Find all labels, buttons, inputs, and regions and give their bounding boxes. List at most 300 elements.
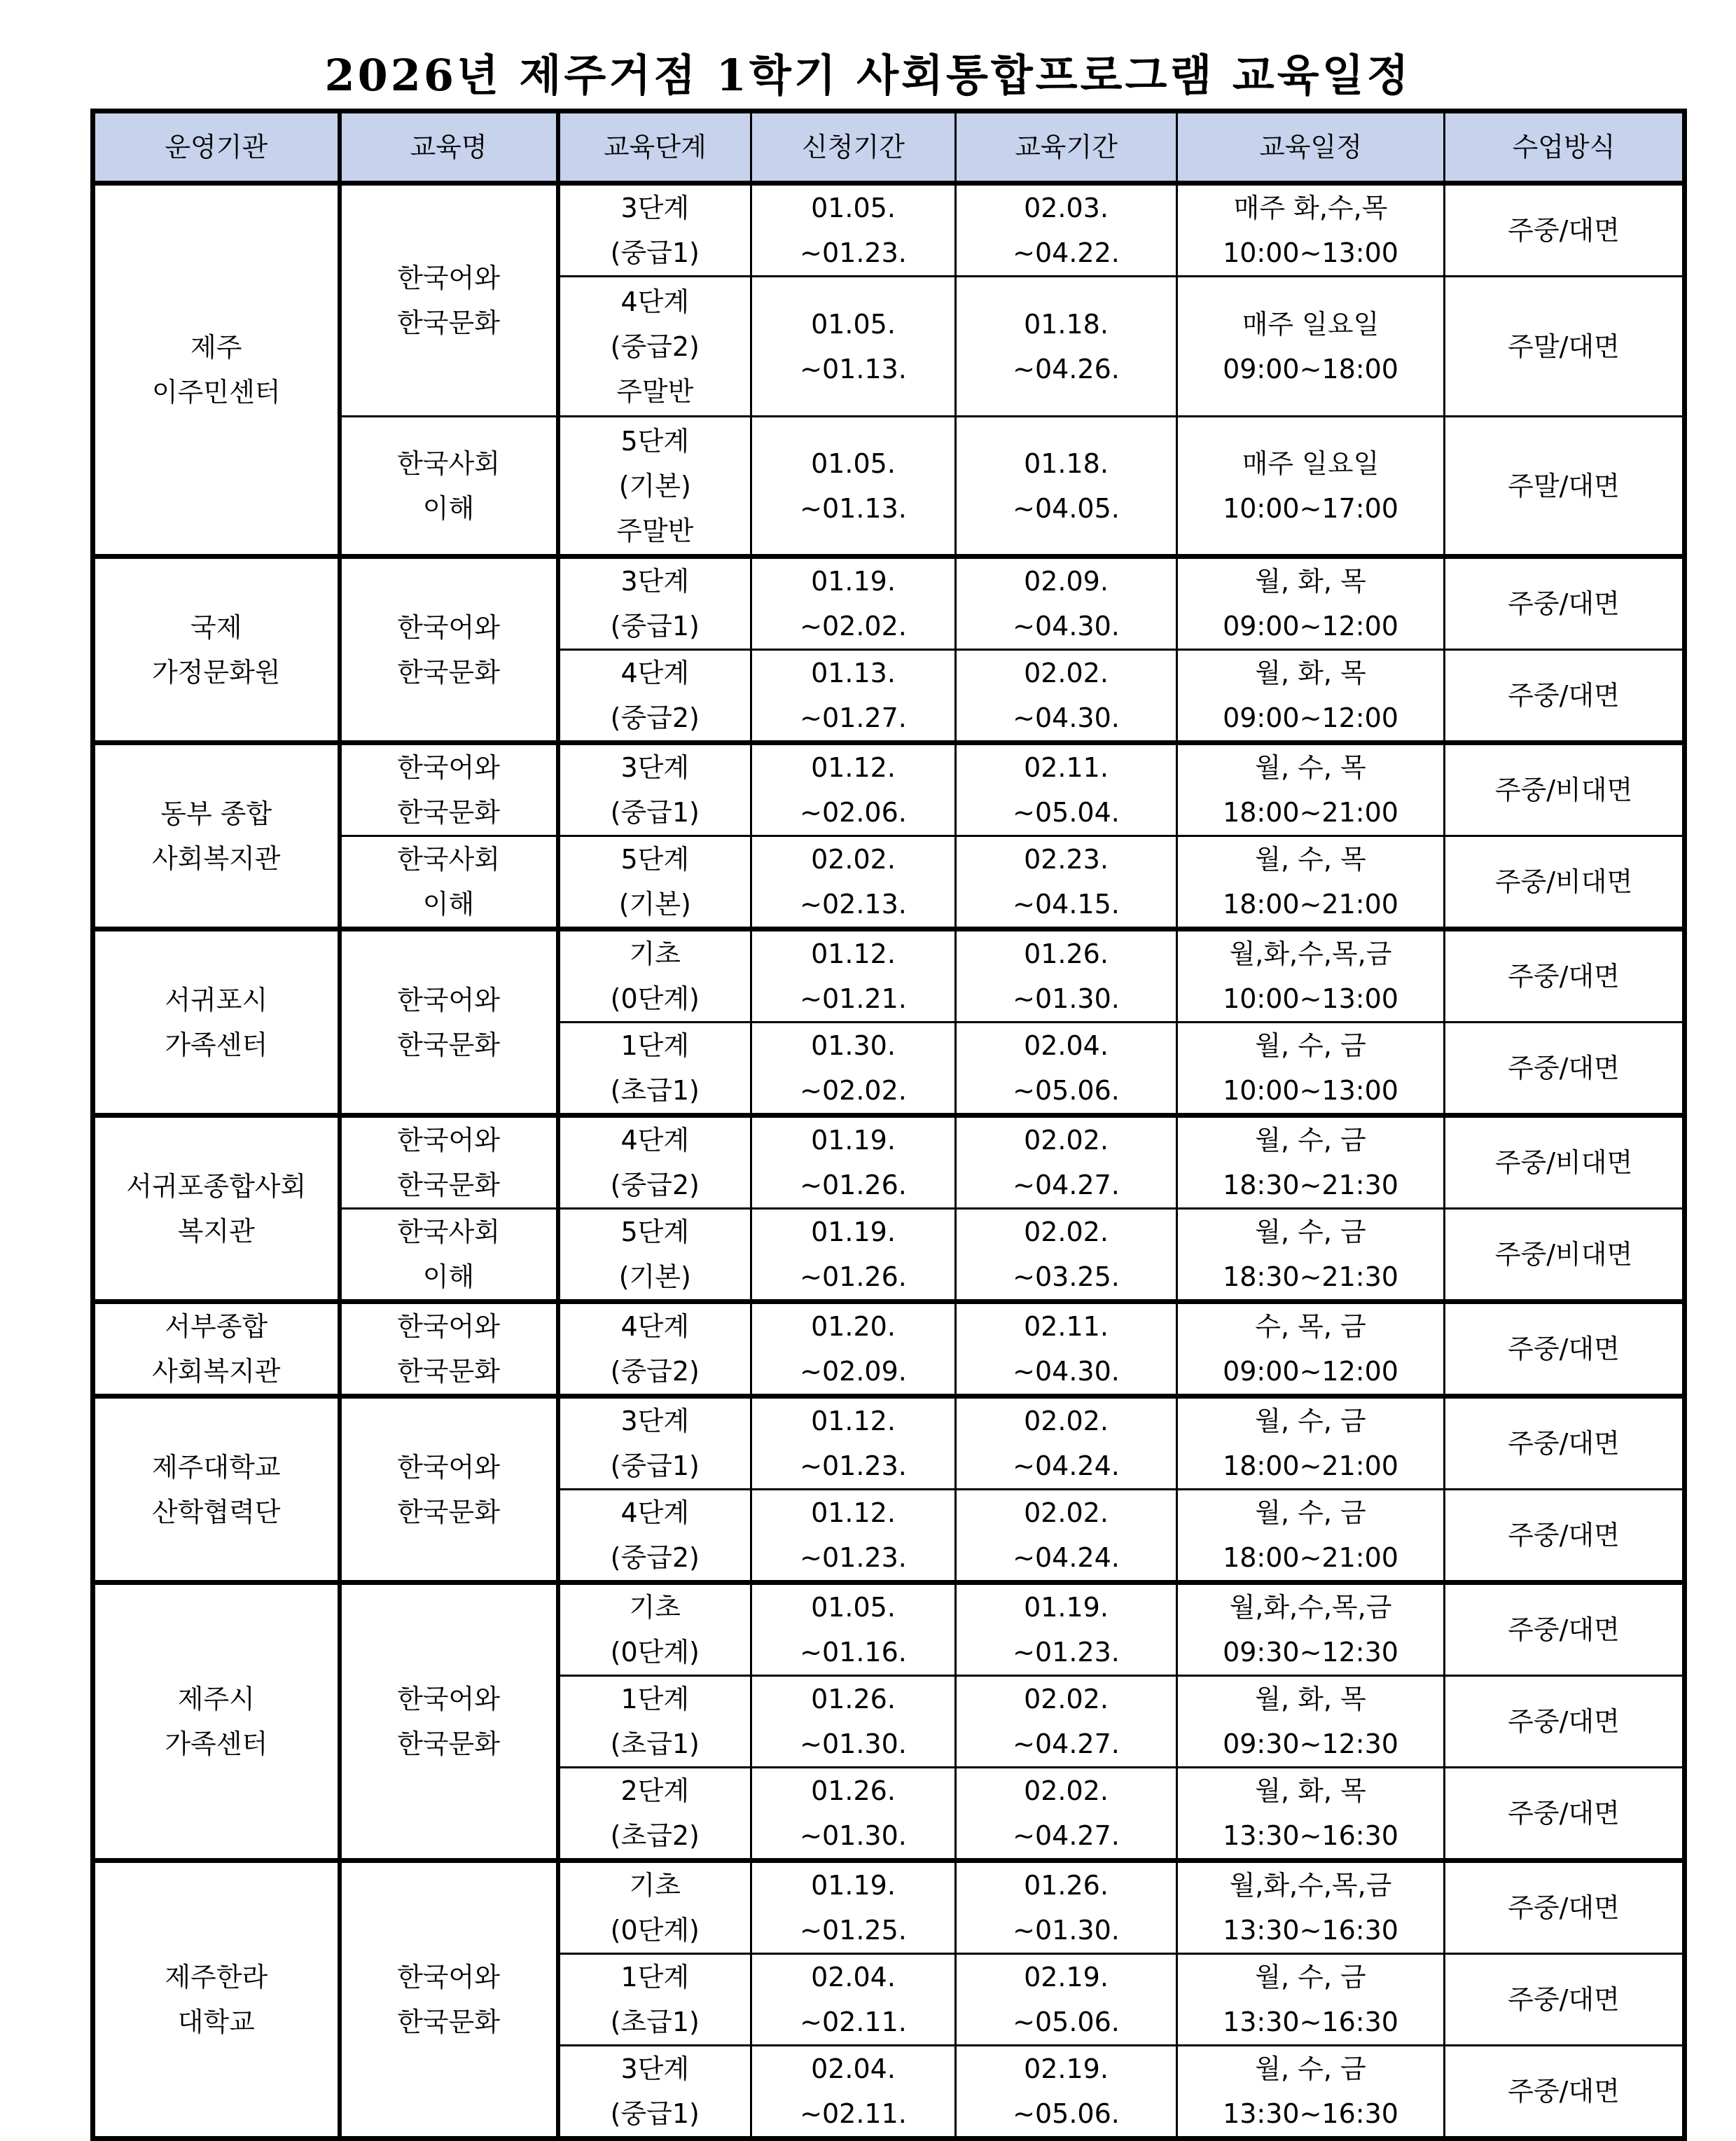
level-cell [558, 1490, 751, 1583]
table-row [93, 1302, 1685, 1397]
level-cell-line: (기본) [618, 889, 691, 920]
level-cell-line: (중급1) [610, 611, 700, 642]
course-period-cell-line: ~05.06. [1013, 2098, 1120, 2129]
level-cell [558, 929, 751, 1023]
schedule-cell-line: 18:30~21:30 [1223, 1261, 1398, 1292]
level-cell-line: 3단계 [620, 2053, 690, 2084]
course-period-cell-line: 02.04. [1024, 1030, 1109, 1061]
apply-period-cell-line: ~01.26. [800, 1170, 907, 1200]
org-cell [93, 743, 340, 929]
course-cell [340, 836, 558, 929]
apply-period-cell-line: 01.12. [811, 938, 896, 969]
course-period-cell [956, 650, 1177, 743]
level-cell [558, 1954, 751, 2046]
level-cell [558, 1023, 751, 1116]
course-period-cell-line: 02.02. [1024, 1684, 1109, 1714]
schedule-cell [1177, 929, 1445, 1023]
course-period-cell-line: 02.02. [1024, 658, 1109, 688]
course-cell-line: 한국어와 [397, 1311, 500, 1342]
course-period-cell-line: ~04.30. [1013, 702, 1120, 733]
org-cell-line: 제주시 [177, 1684, 255, 1714]
table-row [93, 1861, 1685, 1954]
apply-period-cell [751, 1302, 956, 1397]
level-cell [558, 2046, 751, 2139]
apply-period-cell-line: 02.02. [811, 844, 896, 875]
course-period-cell-line: 02.02. [1024, 1217, 1109, 1247]
schedule-cell-line: 13:30~16:30 [1223, 1820, 1398, 1851]
schedule-cell-line: 월, 수, 금 [1255, 1125, 1366, 1156]
schedule-cell [1177, 1116, 1445, 1209]
schedule-cell [1177, 836, 1445, 929]
org-cell [93, 183, 340, 557]
course-period-cell-line: 02.09. [1024, 566, 1109, 597]
table-row [93, 1116, 1685, 1209]
course-period-cell-line: ~04.30. [1013, 611, 1120, 642]
schedule-cell-line: 월, 수, 금 [1255, 2053, 1366, 2084]
course-cell [340, 183, 558, 417]
level-cell-line: (초급2) [610, 1820, 700, 1851]
schedule-cell [1177, 1583, 1445, 1676]
mode-cell: 주중/비대면 [1445, 743, 1685, 836]
schedule-cell-line: 09:30~12:30 [1223, 1637, 1398, 1668]
apply-period-cell-line: 01.05. [811, 308, 896, 340]
org-cell-line: 가족센터 [165, 1728, 268, 1759]
level-cell [558, 650, 751, 743]
apply-period-cell [751, 1490, 956, 1583]
course-period-cell [956, 1023, 1177, 1116]
schedule-cell-line: 월, 수, 목 [1255, 844, 1366, 875]
schedule-cell [1177, 650, 1445, 743]
mode-cell: 주중/대면 [1445, 1583, 1685, 1676]
mode-cell: 주중/대면 [1445, 1676, 1685, 1768]
course-period-cell-line: 01.26. [1024, 1870, 1109, 1901]
header-org: 운영기관 [93, 111, 340, 183]
level-cell [558, 836, 751, 929]
apply-period-cell [751, 1023, 956, 1116]
apply-period-cell [751, 277, 956, 417]
schedule-cell-line: 18:30~21:30 [1223, 1170, 1398, 1200]
apply-period-cell-line: ~02.11. [800, 2098, 907, 2129]
course-period-cell [956, 2046, 1177, 2139]
apply-period-cell-line: ~01.23. [800, 1542, 907, 1573]
course-period-cell-line: ~04.27. [1013, 1728, 1120, 1759]
apply-period-cell-line: ~01.26. [800, 1261, 907, 1292]
apply-period-cell [751, 1397, 956, 1490]
level-cell [558, 1302, 751, 1397]
level-cell [558, 183, 751, 277]
apply-period-cell-line: ~02.02. [800, 611, 907, 642]
org-cell-line: 서귀포시 [165, 984, 268, 1016]
org-cell-line: 산학협력단 [151, 1496, 281, 1527]
level-cell-line: 3단계 [620, 193, 690, 223]
course-period-cell-line: 02.19. [1024, 1962, 1109, 1993]
schedule-cell-line: 월, 화, 목 [1255, 566, 1366, 597]
mode-cell: 주중/대면 [1445, 1302, 1685, 1397]
apply-period-cell-line: ~01.30. [800, 1820, 907, 1851]
level-cell-line: 4단계 [620, 1311, 690, 1342]
course-cell [340, 557, 558, 743]
org-cell-line: 대학교 [177, 2007, 255, 2037]
course-period-cell-line: 02.11. [1024, 752, 1109, 783]
course-period-cell-line: 01.19. [1024, 1592, 1109, 1623]
level-cell-line: 기초 [629, 1870, 681, 1901]
apply-period-cell-line: ~02.06. [800, 797, 907, 828]
schedule-cell-line: 월, 수, 금 [1255, 1030, 1366, 1061]
course-cell-line: 한국어와 [397, 611, 500, 643]
schedule-cell-line: 월, 수, 금 [1255, 1217, 1366, 1247]
course-period-cell-line: ~04.24. [1013, 1450, 1120, 1481]
course-period-cell-line: ~04.24. [1013, 1542, 1120, 1573]
mode-cell: 주중/비대면 [1445, 836, 1685, 929]
schedule-cell [1177, 557, 1445, 650]
schedule-cell [1177, 1302, 1445, 1397]
apply-period-cell [751, 1583, 956, 1676]
org-cell [93, 557, 340, 743]
course-period-cell [956, 929, 1177, 1023]
course-period-cell [956, 1676, 1177, 1768]
schedule-cell-line: 월, 수, 금 [1255, 1962, 1366, 1993]
course-period-cell [956, 417, 1177, 557]
level-cell-line: 주말반 [616, 515, 694, 546]
header-mode: 수업방식 [1445, 111, 1685, 183]
course-cell [340, 417, 558, 557]
schedule-cell-line: 월, 수, 금 [1255, 1497, 1366, 1528]
apply-period-cell-line: 01.12. [811, 752, 896, 783]
apply-period-cell-line: 01.26. [811, 1684, 896, 1714]
level-cell-line: (중급2) [610, 1542, 700, 1573]
table-row [93, 1397, 1685, 1490]
level-cell [558, 1397, 751, 1490]
table-row [93, 1583, 1685, 1676]
course-cell-line: 한국사회 [397, 844, 500, 875]
schedule-cell-line: 월, 화, 목 [1255, 658, 1366, 688]
course-period-cell [956, 836, 1177, 929]
course-period-cell [956, 277, 1177, 417]
schedule-cell [1177, 1397, 1445, 1490]
course-period-cell [956, 1583, 1177, 1676]
level-cell-line: 5단계 [620, 425, 690, 457]
apply-period-cell [751, 836, 956, 929]
schedule-cell-line: 18:00~21:00 [1223, 889, 1398, 920]
apply-period-cell-line: 02.04. [811, 2053, 896, 2084]
apply-period-cell-line: 01.19. [811, 1217, 896, 1247]
course-cell-line: 한국문화 [397, 1029, 500, 1060]
apply-period-cell [751, 2046, 956, 2139]
org-cell-line: 가족센터 [165, 1029, 268, 1060]
apply-period-cell-line: 02.04. [811, 1962, 896, 1993]
apply-period-cell [751, 417, 956, 557]
course-cell-line: 이해 [422, 889, 475, 920]
schedule-cell-line: 매주 일요일 [1242, 308, 1380, 340]
course-period-cell [956, 1861, 1177, 1954]
course-period-cell-line: ~01.30. [1013, 1915, 1120, 1946]
schedule-cell-line: 10:00~13:00 [1223, 237, 1398, 268]
schedule-cell-line: 수, 목, 금 [1255, 1311, 1366, 1342]
course-period-cell-line: ~04.27. [1013, 1170, 1120, 1200]
course-period-cell-line: ~04.30. [1013, 1356, 1120, 1387]
level-cell-line: (중급2) [610, 702, 700, 733]
course-period-cell-line: 01.26. [1024, 938, 1109, 969]
level-cell-line: 주말반 [616, 375, 694, 407]
course-period-cell-line: 02.02. [1024, 1125, 1109, 1156]
course-period-cell-line: ~03.25. [1013, 1261, 1120, 1292]
course-period-cell [956, 1302, 1177, 1397]
org-cell-line: 서귀포종합사회 [126, 1170, 307, 1202]
course-period-cell-line: ~05.06. [1013, 1075, 1120, 1106]
course-period-cell-line: ~04.22. [1013, 237, 1120, 268]
level-cell-line: (중급1) [610, 797, 700, 828]
table-row [93, 743, 1685, 836]
apply-period-cell-line: ~01.21. [800, 983, 907, 1014]
course-period-cell-line: ~05.06. [1013, 2007, 1120, 2037]
org-cell-line: 동부 종합 [160, 798, 272, 829]
schedule-cell-line: 13:30~16:30 [1223, 1915, 1398, 1946]
org-cell [93, 1861, 340, 2139]
schedule-cell [1177, 1861, 1445, 1954]
mode-cell: 주중/대면 [1445, 183, 1685, 277]
level-cell-line: 5단계 [620, 844, 690, 875]
course-cell [340, 1583, 558, 1861]
apply-period-cell [751, 1676, 956, 1768]
apply-period-cell-line: ~02.13. [800, 889, 907, 920]
apply-period-cell-line: ~02.02. [800, 1075, 907, 1106]
org-cell-line: 사회복지관 [151, 843, 281, 874]
level-cell [558, 557, 751, 650]
course-cell-line: 한국어와 [397, 1125, 500, 1156]
header-schedule: 교육일정 [1177, 111, 1445, 183]
course-period-cell [956, 557, 1177, 650]
schedule-cell-line: 09:00~12:00 [1223, 702, 1398, 733]
level-cell [558, 417, 751, 557]
mode-cell: 주중/대면 [1445, 1490, 1685, 1583]
level-cell-line: (중급1) [610, 1450, 700, 1481]
course-cell-line: 한국문화 [397, 797, 500, 828]
mode-cell: 주중/대면 [1445, 1397, 1685, 1490]
course-cell-line: 한국어와 [397, 1962, 500, 1993]
apply-period-cell-line: ~01.25. [800, 1915, 907, 1946]
apply-period-cell-line: 01.12. [811, 1497, 896, 1528]
table-row [93, 557, 1685, 650]
apply-period-cell-line: ~01.27. [800, 702, 907, 733]
schedule-cell-line: 09:00~12:00 [1223, 611, 1398, 642]
course-cell [340, 1397, 558, 1583]
apply-period-cell-line: ~01.16. [800, 1637, 907, 1668]
mode-cell: 주중/비대면 [1445, 1116, 1685, 1209]
schedule-cell-line: 월, 화, 목 [1255, 1684, 1366, 1714]
course-period-cell [956, 743, 1177, 836]
table-row [93, 929, 1685, 1023]
schedule-cell [1177, 1954, 1445, 2046]
course-period-cell [956, 1768, 1177, 1861]
org-cell [93, 929, 340, 1116]
apply-period-cell-line: ~01.30. [800, 1728, 907, 1759]
org-cell-line: 가정문화원 [151, 656, 281, 688]
course-period-cell-line: ~05.04. [1013, 797, 1120, 828]
schedule-cell-line: 월,화,수,목,금 [1229, 938, 1392, 969]
page-title: 2026년 제주거점 1학기 사회통합프로그램 교육일정 [324, 50, 1412, 101]
course-cell-line: 한국어와 [397, 752, 500, 783]
course-period-cell [956, 1490, 1177, 1583]
level-cell-line: (중급2) [610, 331, 700, 362]
org-cell-line: 제주대학교 [151, 1451, 281, 1483]
level-cell [558, 277, 751, 417]
apply-period-cell [751, 743, 956, 836]
level-cell [558, 1768, 751, 1861]
org-cell-line: 사회복지관 [151, 1356, 281, 1387]
org-cell [93, 1397, 340, 1583]
apply-period-cell [751, 183, 956, 277]
table-row [93, 183, 1685, 277]
schedule-cell-line: 매주 화,수,목 [1233, 193, 1388, 223]
course-cell-line: 이해 [422, 492, 475, 524]
schedule-cell [1177, 2046, 1445, 2139]
level-cell-line: 2단계 [620, 1775, 690, 1806]
apply-period-cell-line: ~01.23. [800, 1450, 907, 1481]
level-cell [558, 1209, 751, 1302]
apply-period-cell-line: ~01.13. [800, 492, 907, 524]
course-cell-line: 한국어와 [397, 263, 500, 293]
course-period-cell-line: ~04.27. [1013, 1820, 1120, 1851]
course-period-cell-line: 02.02. [1024, 1497, 1109, 1528]
org-cell-line: 이주민센터 [151, 377, 281, 408]
course-cell-line: 한국사회 [397, 448, 500, 479]
org-cell-line: 복지관 [177, 1215, 255, 1247]
course-cell-line: 한국문화 [397, 2007, 500, 2037]
level-cell-line: 4단계 [620, 658, 690, 688]
mode-cell: 주중/대면 [1445, 1768, 1685, 1861]
apply-period-cell-line: 01.20. [811, 1311, 896, 1342]
apply-period-cell-line: ~01.23. [800, 237, 907, 268]
apply-period-cell-line: ~02.11. [800, 2007, 907, 2037]
schedule-cell-line: 월, 수, 목 [1255, 752, 1366, 783]
course-cell [340, 1116, 558, 1209]
course-period-cell-line: ~04.26. [1013, 353, 1120, 384]
level-cell-line: 1단계 [620, 1684, 690, 1714]
schedule-cell [1177, 417, 1445, 557]
course-cell [340, 1209, 558, 1302]
apply-period-cell [751, 557, 956, 650]
mode-cell: 주말/대면 [1445, 277, 1685, 417]
course-cell [340, 743, 558, 836]
level-cell-line: (중급2) [610, 1356, 700, 1387]
schedule-cell [1177, 277, 1445, 417]
level-cell-line: 5단계 [620, 1217, 690, 1247]
level-cell-line: 기초 [629, 1592, 681, 1623]
level-cell-line: (중급1) [610, 2098, 700, 2129]
schedule-cell-line: 월, 수, 금 [1255, 1406, 1366, 1436]
course-cell [340, 929, 558, 1116]
course-period-cell [956, 1209, 1177, 1302]
apply-period-cell-line: 01.12. [811, 1406, 896, 1436]
level-cell-line: (초급1) [610, 1728, 700, 1759]
schedule-cell-line: 13:30~16:30 [1223, 2098, 1398, 2129]
apply-period-cell [751, 1209, 956, 1302]
course-period-cell-line: 02.03. [1024, 193, 1109, 223]
course-cell-line: 한국문화 [397, 1170, 500, 1200]
schedule-cell [1177, 1490, 1445, 1583]
apply-period-cell-line: ~01.13. [800, 353, 907, 384]
org-cell [93, 1302, 340, 1397]
schedule-cell-line: 월,화,수,목,금 [1229, 1592, 1392, 1623]
level-cell [558, 1583, 751, 1676]
apply-period-cell-line: 01.30. [811, 1030, 896, 1061]
course-period-cell-line: 01.18. [1024, 448, 1109, 479]
level-cell-line: (0단계) [610, 983, 700, 1014]
course-period-cell-line: ~01.30. [1013, 983, 1120, 1014]
schedule-cell-line: 09:30~12:30 [1223, 1728, 1398, 1759]
level-cell [558, 743, 751, 836]
schedule-cell-line: 09:00~18:00 [1223, 353, 1398, 384]
header-level: 교육단계 [558, 111, 751, 183]
mode-cell: 주중/대면 [1445, 557, 1685, 650]
schedule-body [93, 183, 1685, 2139]
course-cell-line: 한국문화 [397, 656, 500, 688]
course-cell-line: 한국문화 [397, 1728, 500, 1759]
schedule-cell-line: 18:00~21:00 [1223, 1450, 1398, 1481]
level-cell-line: 1단계 [620, 1962, 690, 1993]
level-cell-line: (초급1) [610, 1075, 700, 1106]
level-cell-line: 3단계 [620, 566, 690, 597]
course-cell [340, 1302, 558, 1397]
schedule-cell [1177, 183, 1445, 277]
org-cell-line: 서부종합 [165, 1311, 268, 1342]
level-cell [558, 1116, 751, 1209]
apply-period-cell-line: 01.26. [811, 1775, 896, 1806]
apply-period-cell [751, 650, 956, 743]
header-apply-period: 신청기간 [751, 111, 956, 183]
course-cell-line: 한국사회 [397, 1217, 500, 1247]
apply-period-cell [751, 1861, 956, 1954]
level-cell-line: (기본) [618, 470, 691, 501]
course-period-cell [956, 1397, 1177, 1490]
apply-period-cell-line: 01.05. [811, 193, 896, 223]
course-period-cell-line: ~01.23. [1013, 1637, 1120, 1668]
level-cell-line: 3단계 [620, 1406, 690, 1436]
level-cell-line: 4단계 [620, 1497, 690, 1528]
level-cell-line: 1단계 [620, 1030, 690, 1061]
schedule-cell [1177, 1209, 1445, 1302]
course-period-cell-line: 01.18. [1024, 308, 1109, 340]
schedule-cell [1177, 1676, 1445, 1768]
level-cell-line: (중급1) [610, 237, 700, 268]
level-cell [558, 1861, 751, 1954]
apply-period-cell [751, 1954, 956, 2046]
schedule-cell-line: 13:30~16:30 [1223, 2007, 1398, 2037]
apply-period-cell-line: 01.13. [811, 658, 896, 688]
course-cell-line: 한국어와 [397, 984, 500, 1016]
course-period-cell-line: 02.02. [1024, 1406, 1109, 1436]
mode-cell: 주중/대면 [1445, 650, 1685, 743]
schedule-cell-line: 10:00~13:00 [1223, 1075, 1398, 1106]
course-cell-line: 한국문화 [397, 1356, 500, 1387]
schedule-cell-line: 월, 화, 목 [1255, 1775, 1366, 1806]
header-course: 교육명 [340, 111, 558, 183]
course-cell-line: 한국어와 [397, 1451, 500, 1483]
course-period-cell-line: 02.19. [1024, 2053, 1109, 2084]
schedule-cell-line: 18:00~21:00 [1223, 797, 1398, 828]
mode-cell: 주중/대면 [1445, 929, 1685, 1023]
level-cell [558, 1676, 751, 1768]
org-cell-line: 제주한라 [165, 1962, 268, 1993]
course-cell-line: 한국어와 [397, 1684, 500, 1714]
course-period-cell [956, 1116, 1177, 1209]
schedule-cell [1177, 1768, 1445, 1861]
org-cell [93, 1583, 340, 1861]
course-period-cell-line: 02.02. [1024, 1775, 1109, 1806]
course-cell [340, 1861, 558, 2139]
apply-period-cell [751, 1116, 956, 1209]
header-course-period: 교육기간 [956, 111, 1177, 183]
